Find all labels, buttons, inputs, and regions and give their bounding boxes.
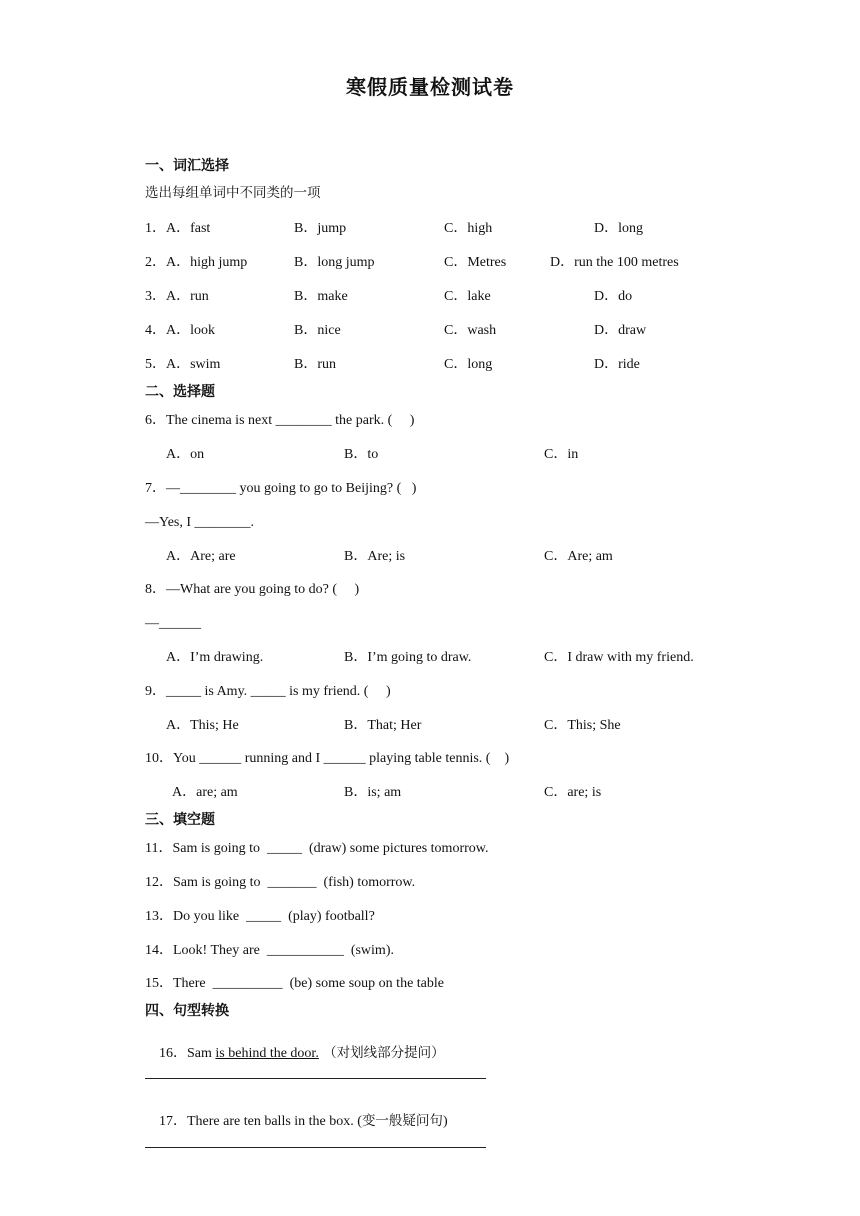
option-b: B．nice (294, 323, 341, 338)
question-number: 4． (145, 323, 166, 338)
q6-option-b: B．to (344, 447, 379, 462)
question-8-reply: —______ (145, 616, 201, 631)
question-number: 2． (145, 255, 166, 270)
q6-option-a: A．on (166, 447, 205, 462)
question-14: 14．Look! They are ___________ (swim). (145, 943, 394, 958)
option-a: A．swim (166, 357, 221, 372)
option-d: D．draw (594, 323, 647, 338)
q7-option-b: B．Are; is (344, 549, 406, 564)
option-c: C．lake (444, 289, 491, 304)
q7-option-a: A．Are; are (166, 549, 236, 564)
answer-line-16 (145, 1078, 486, 1079)
q9-option-b: B．That; Her (344, 718, 422, 733)
answer-line-17 (145, 1147, 486, 1148)
question-number: 1． (145, 221, 166, 236)
option-d: D．ride (594, 357, 640, 372)
option-d: D．run the 100 metres (550, 255, 679, 270)
option-c: C．wash (444, 323, 497, 338)
option-b: B．jump (294, 221, 347, 236)
q10-option-b: B．is; am (344, 785, 402, 800)
option-c: C．high (444, 221, 493, 236)
option-b: B．run (294, 357, 336, 372)
q17-text: 17．There are ten balls in the box. ( (159, 1114, 362, 1129)
question-17 (145, 1101, 448, 1143)
q7-option-c: C．Are; am (544, 549, 613, 564)
q6-option-c: C．in (544, 447, 579, 462)
q10-option-a: A．are; am (172, 785, 238, 800)
question-6-stem: 6．The cinema is next ________ the park. ( ) (145, 413, 415, 428)
q16-prefix: 16．Sam (159, 1046, 216, 1061)
question-15: 15．There __________ (be) some soup on the table (145, 976, 444, 991)
question-7-stem: 7．—________ you going to go to Beijing? ( ) (145, 481, 417, 496)
question-number: 5． (145, 357, 166, 372)
q17-instruction: 变一般疑问句 (361, 1113, 443, 1129)
section-heading-transform: 四、句型转换 (145, 1003, 229, 1019)
question-7-reply: —Yes, I ________. (145, 515, 255, 530)
option-d: D．long (594, 221, 643, 236)
section-heading-choice: 二、选择题 (145, 384, 215, 400)
option-b: B．make (294, 289, 348, 304)
section-heading-fill: 三、填空题 (145, 812, 215, 828)
question-number: 3． (145, 289, 166, 304)
q8-option-b: B．I’m going to draw. (344, 650, 472, 665)
option-a: A．fast (166, 221, 211, 236)
q8-option-a: A．I’m drawing. (166, 650, 264, 665)
section-heading-vocab: 一、词汇选择 (145, 158, 229, 174)
q16-instruction: （对划线部分提问） (318, 1045, 445, 1061)
page-title: 寒假质量检测试卷 (346, 75, 514, 99)
question-8-stem: 8．—What are you going to do? ( ) (145, 582, 360, 597)
q9-option-c: C．This; She (544, 718, 621, 733)
question-10-stem: 10．You ______ running and I ______ playing table tennis. ( ) (145, 751, 510, 766)
option-d: D．do (594, 289, 633, 304)
option-c: C．Metres (444, 255, 507, 270)
question-11: 11．Sam is going to _____ (draw) some pictures tomorrow. (145, 841, 489, 856)
q10-option-c: C．are; is (544, 785, 602, 800)
question-9-stem: 9．_____ is Amy. _____ is my friend. ( ) (145, 684, 391, 699)
q9-option-a: A．This; He (166, 718, 239, 733)
question-12: 12．Sam is going to _______ (fish) tomorrow. (145, 875, 416, 890)
option-a: A．run (166, 289, 209, 304)
section-instruction: 选出每组单词中不同类的一项 (145, 185, 321, 201)
option-a: A．look (166, 323, 215, 338)
q16-underlined-phrase: is behind the door. (215, 1046, 319, 1061)
option-c: C．long (444, 357, 493, 372)
option-b: B．long jump (294, 255, 375, 270)
question-16 (145, 1033, 445, 1075)
q8-option-c: C．I draw with my friend. (544, 650, 694, 665)
question-13: 13．Do you like _____ (play) football? (145, 909, 375, 924)
q17-close: ) (442, 1114, 448, 1129)
option-a: A．high jump (166, 255, 248, 270)
